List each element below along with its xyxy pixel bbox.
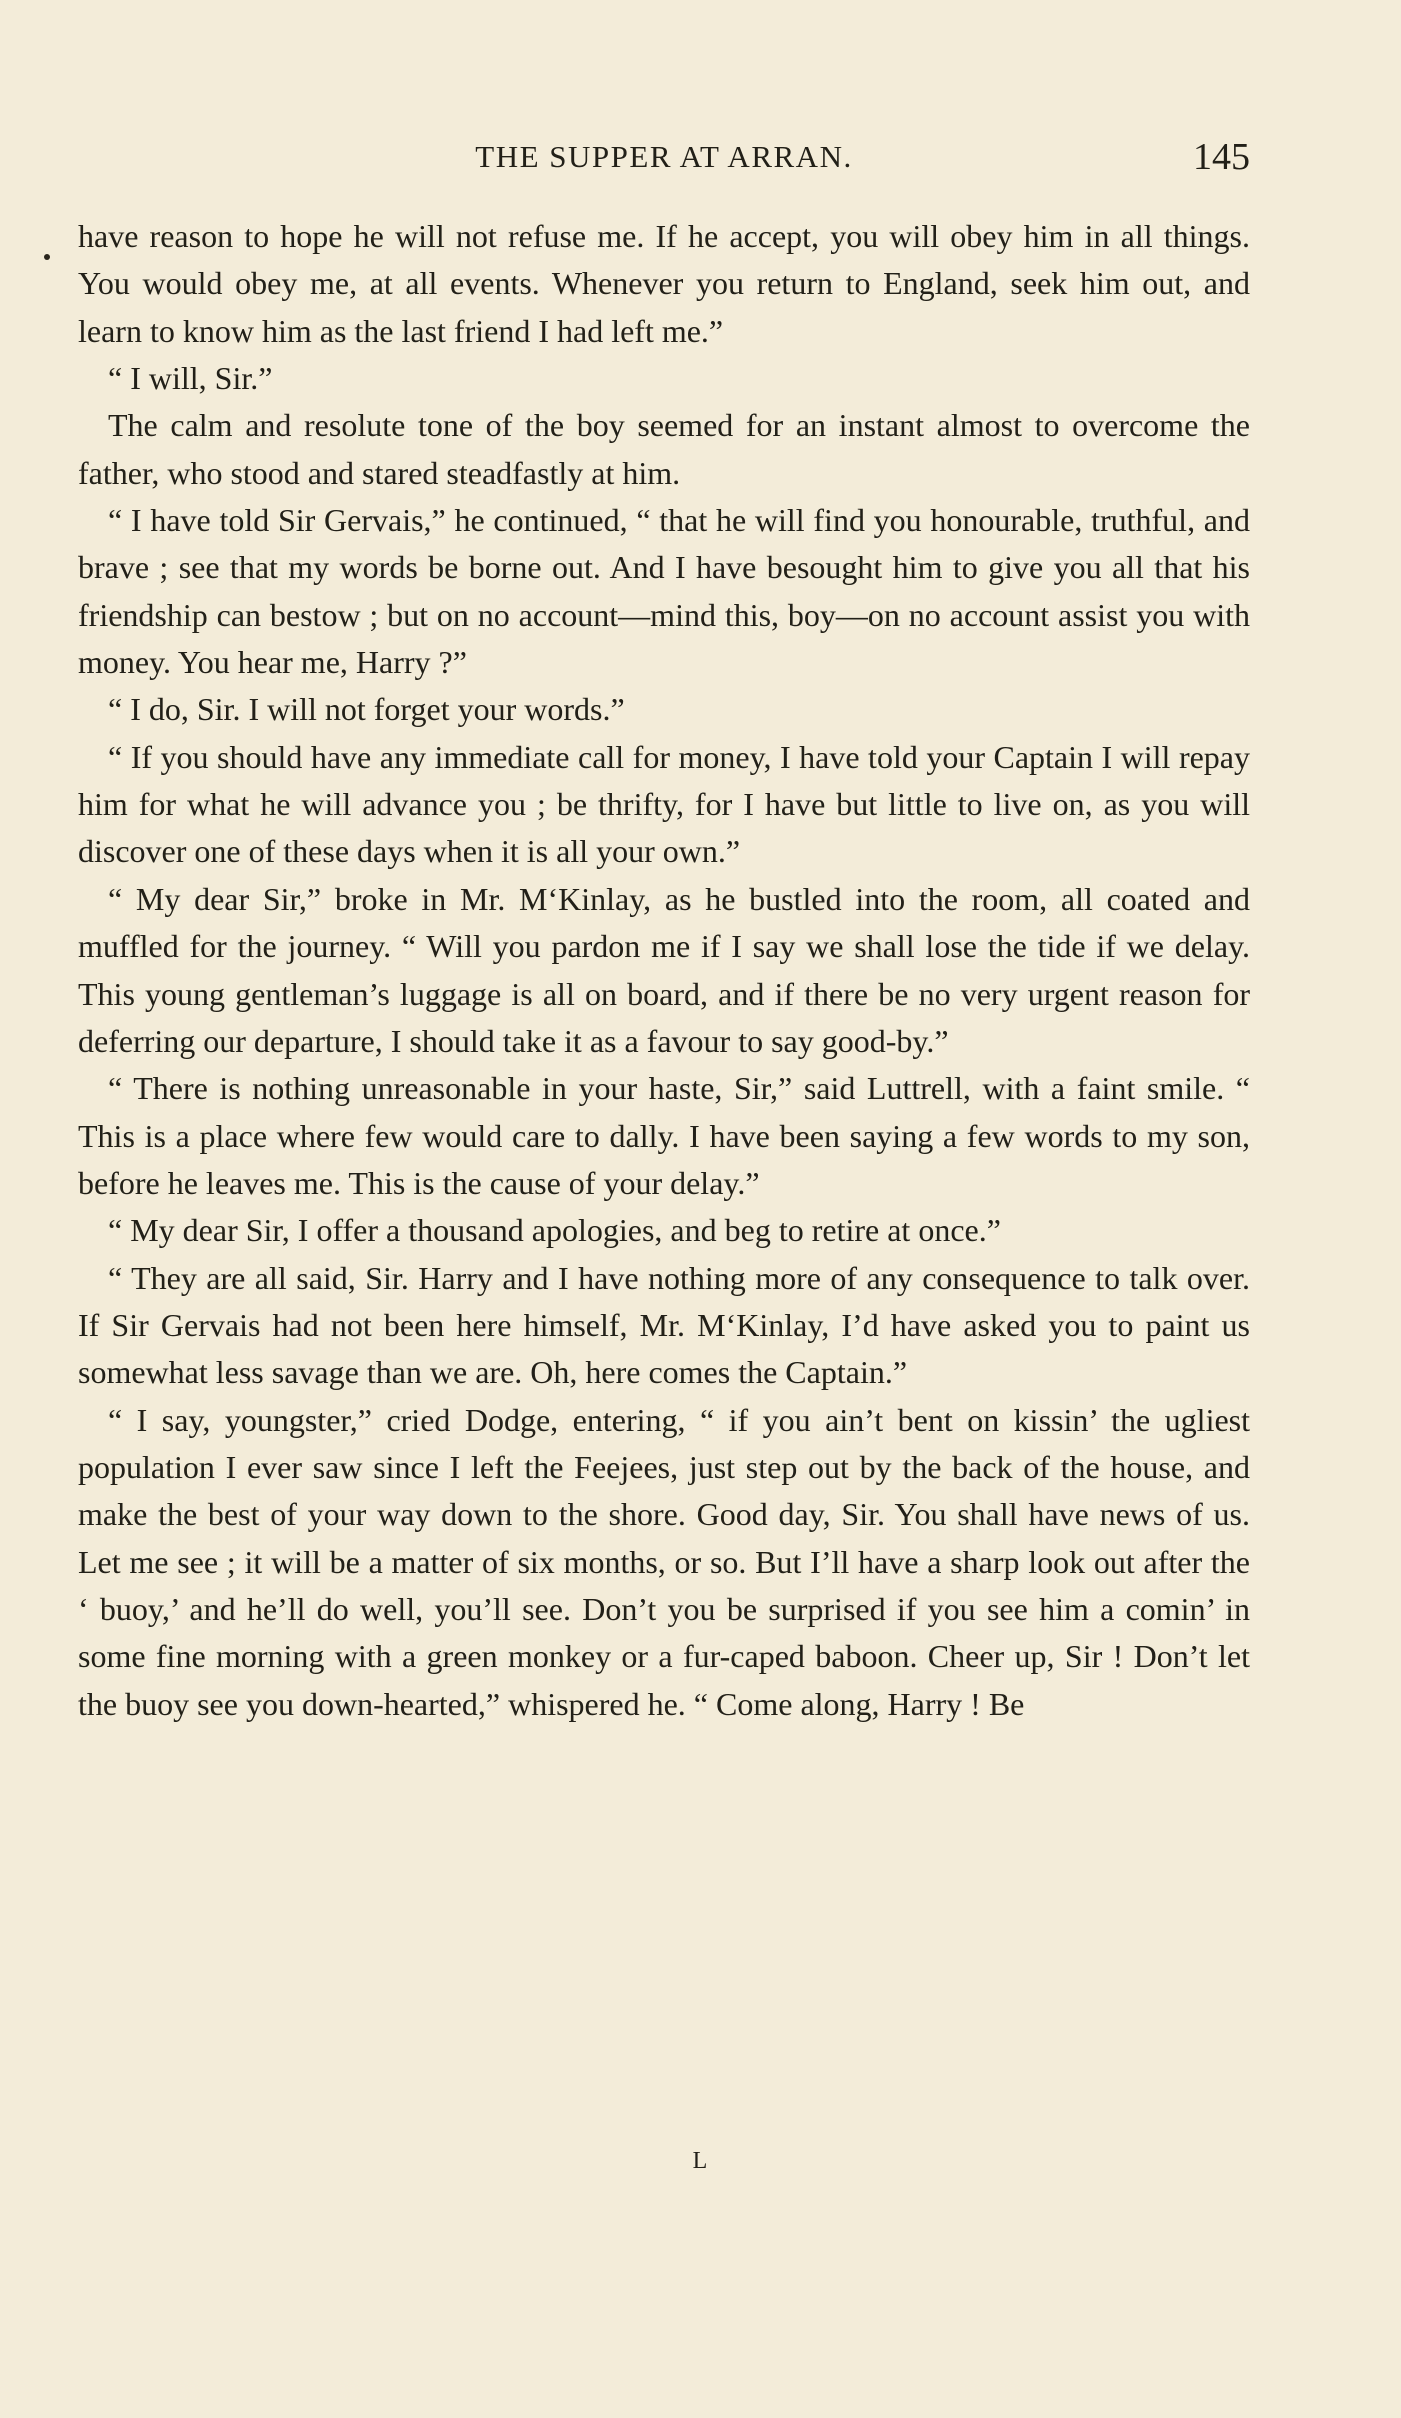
margin-mark — [44, 254, 50, 260]
paragraph: “ If you should have any immediate call for money, I have told your Captain I will repay him for what he will advance you ; be thrifty, for I have but little to live on, as you will discover one of these days when it is all your own.” — [78, 738, 1250, 870]
paragraph: “ My dear Sir, I offer a thousand apologies, and beg to retire at once.” — [108, 1212, 1001, 1249]
paragraph: have reason to hope he will not refuse me. If he accept, you will obey him in all things. You would obey me, at all events. Whenever you return to England, seek him out, and learn to know him as the last friend I had left me.” — [78, 218, 1250, 349]
body-text — [78, 213, 1250, 1728]
paragraph: “ They are all said, Sir. Harry and I have nothing more of any consequence to talk over. If Sir Gervais had not been here himself, Mr. M‘Kinlay, I’d have asked you to paint us somewhat less savage than we are. Oh, here comes the Captain.” — [78, 1259, 1250, 1391]
paragraph: “ My dear Sir,” broke in Mr. M‘Kinlay, as he bustled into the room, all coated and muffled for the journey. “ Will you pardon me if I say we shall lose the tide if we delay. This young gentleman’s luggage is all on board, and if there be no very urgent reason for deferring our departure, I should take it as a favour to say good-by.” — [78, 880, 1250, 1059]
paragraph: “ I say, youngster,” cried Dodge, entering, “ if you ain’t bent on kissin’ the ugliest population I ever saw since I left the Feejees, just step out by the back of the house, and make the best of your way down to the shore. Good day, Sir. You shall have news of us. Let me see ; it will be a matter of six months, or so. But I’ll have a sharp look out after the ‘ buoy,’ and he’ll do well, you’ll see. Don’t you be surprised if you see him a comin’ in some fine morning with a green monkey or a fur-caped baboon. Cheer up, Sir ! Don’t let the buoy see you down-hearted,” whispered he. “ Come along, Harry ! Be — [78, 1401, 1250, 1722]
paragraph: “ I have told Sir Gervais,” he continued, “ that he will find you honourable, truthful, and brave ; see that my words be borne out. And I have besought him to give you all that his friendship can bestow ; but on no account—mind this, boy—on no account assist you with money. You hear me, Harry ?” — [78, 502, 1250, 681]
running-title: THE SUPPER AT ARRAN. — [475, 139, 853, 174]
paragraph: “ I will, Sir.” — [108, 360, 273, 397]
signature-mark: L — [692, 2148, 709, 2174]
paragraph: “ I do, Sir. I will not forget your words.” — [108, 691, 625, 728]
paragraph: The calm and resolute tone of the boy seemed for an instant almost to overcome the father, who stood and stared steadfastly at him. — [78, 407, 1250, 491]
paragraph: “ There is nothing unreasonable in your haste, Sir,” said Luttrell, with a faint smile. “ This is a place where few would care to dally. I have been saying a few words to my son, before he leaves me. This is the cause of your delay.” — [78, 1070, 1250, 1201]
page-number: 145 — [1193, 136, 1250, 178]
page-header — [78, 135, 1250, 185]
